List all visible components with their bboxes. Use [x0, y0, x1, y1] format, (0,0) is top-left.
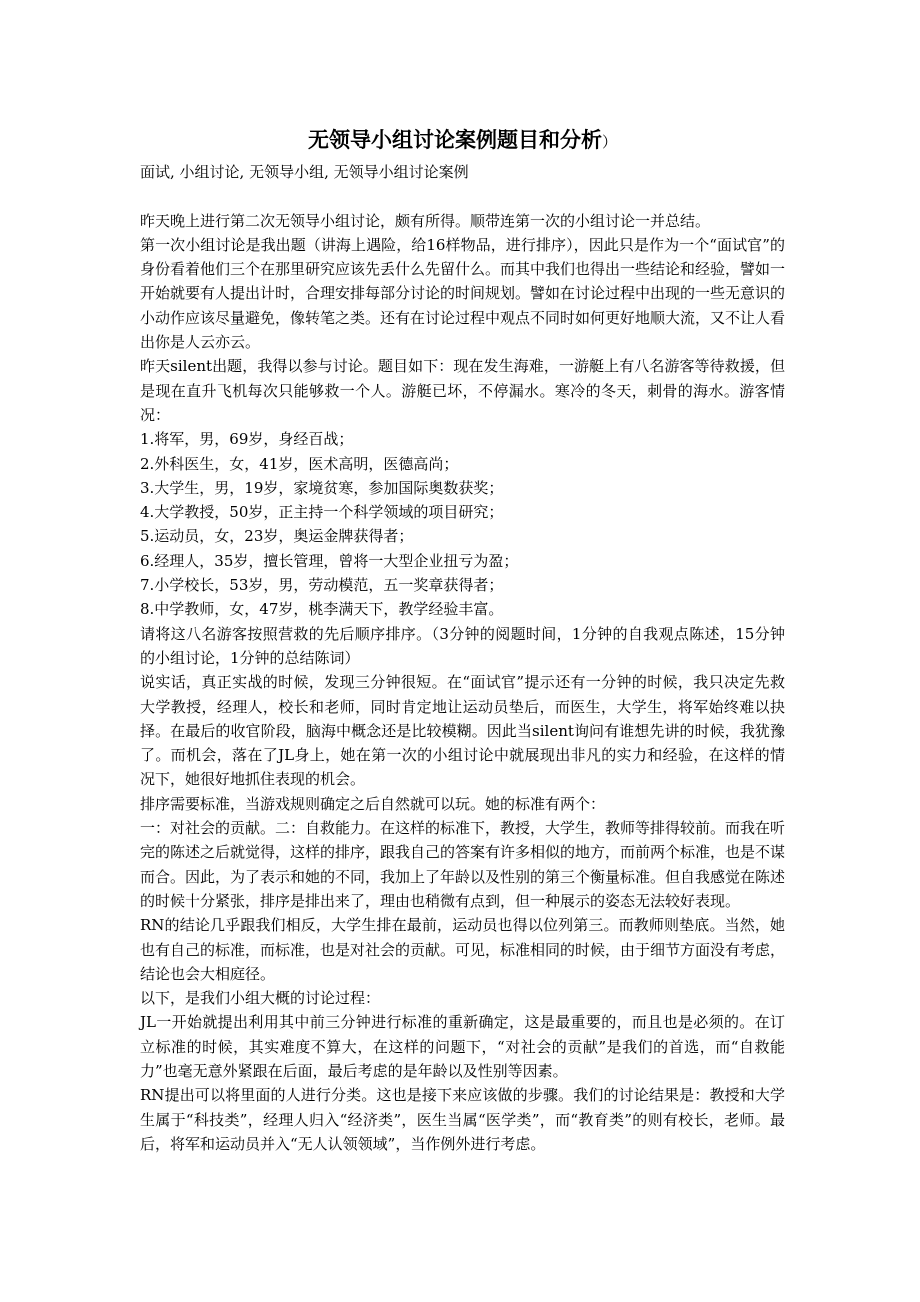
paragraph-rn-classification: RN提出可以将里面的人进行分类。这也是接下来应该做的步骤。我们的讨论结果是：教授和大学生属于“科技类”，经理人归入“经济类”，医生当属“医学类”，而“教育类”的则有校长，老师。最后，将军和运动员并入“无人认领领域”，当作例外进行考虑。: [140, 1086, 785, 1153]
document-body: [140, 209, 785, 1157]
paragraph-standard-details: 一：对社会的贡献。二：自救能力。在这样的标准下，教授，大学生，教师等排得较前。而我在听完的陈述之后就觉得，这样的排序，跟我自己的答案有许多相似的地方，而前两个标准，也是不谋而合。因此，为了表示和她的不同，我加上了年龄以及性别的第三个衡量标准。但自我感觉在陈述的时候十分紧张，排序是排出来了，理由也稍微有点到，但一种展示的姿态无法较好表现。: [140, 819, 786, 910]
paragraph-instructions: 请将这八名游客按照营救的先后顺序排序。（3分钟的阅题时间，1分钟的自我观点陈述，15分钟的小组讨论，1分钟的总结陈词）: [140, 624, 785, 667]
list-item-passenger-2: 2.外科医生，女，41岁，医术高明，医德高尚；: [140, 454, 459, 473]
list-item-passenger-4: 4.大学教授，50岁，正主持一个科学领域的项目研究；: [140, 503, 504, 522]
paragraph-process-heading: 以下，是我们小组大概的讨论过程：: [140, 989, 381, 1008]
paragraph-standards: 排序需要标准，当游戏规则确定之后自然就可以玩。她的标准有两个：: [140, 794, 606, 813]
blank-line: [140, 184, 785, 208]
document-title: [140, 120, 785, 160]
list-item-passenger-3: 3.大学生，男，19岁，家境贫寒，参加国际奥数获奖；: [140, 478, 504, 497]
list-item-passenger-5: 5.运动员，女，23岁，奥运金牌获得者；: [140, 527, 414, 546]
keyword-tags: 面试, 小组讨论, 无领导小组, 无领导小组讨论案例: [140, 163, 469, 181]
list-item-passenger-8: 8.中学教师，女，47岁，桃李满天下，教学经验丰富。: [140, 600, 504, 619]
list-item-passenger-6: 6.经理人，35岁，擅长管理，曾将一大型企业扭亏为盈；: [140, 551, 519, 570]
paragraph-jl-proposal: JL一开始就提出利用其中前三分钟进行标准的重新确定，这是最重要的，而且也是必须的。在订立标准的时候，其实难度不算大，在这样的问题下，“对社会的贡献”是我们的首选，而“自救能力”也毫无意外紧跟在后面，最后考虑的是年龄以及性别等因素。: [140, 1013, 785, 1080]
list-item-passenger-7: 7.小学校长，53岁，男，劳动模范，五一奖章获得者；: [140, 576, 504, 595]
title-suffix: ）: [601, 133, 617, 151]
paragraph-topic: 昨天silent出题，我得以参与讨论。题目如下：现在发生海难，一游艇上有八名游客等待救援，但是现在直升飞机每次只能够救一个人。游艇已坏，不停漏水。寒冷的冬天，刺骨的海水。游客情况：: [140, 357, 785, 424]
paragraph-intro: 昨天晚上进行第二次无领导小组讨论，颇有所得。顺带连第一次的小组讨论一并总结。: [140, 211, 711, 230]
list-item-passenger-1: 1.将军，男，69岁，身经百战；: [140, 430, 354, 449]
paragraph-experience: 说实话，真正实战的时候，发现三分钟很短。在“面试官”提示还有一分钟的时候，我只决定先救大学教授，经理人，校长和老师，同时肯定地让运动员垫后，而医生，大学生，将军始终难以抉择。在最后的收官阶段，脑海中概念还是比较模糊。因此当silent询问有谁想先讲的时候，我犹豫了。而机会，落在了JL身上，她在第一次的小组讨论中就展现出非凡的实力和经验，在这样的情况下，她很好地抓住表现的机会。: [140, 673, 785, 789]
paragraph-first-discussion: 第一次小组讨论是我出题（讲海上遇险，给16样物品，进行排序），因此只是作为一个“面试官”的身份看着他们三个在那里研究应该先丢什么先留什么。而其中我们也得出一些结论和经验，譬如一开始就要有人提出计时，合理安排每部分讨论的时间规划。譬如在讨论过程中出现的一些无意识的小动作应该尽量避免，像转笔之类。还有在讨论过程中观点不同时如何更好地顺大流，又不让人看出你是人云亦云。: [140, 235, 786, 352]
title-text: 无领导小组讨论案例题目和分析: [307, 127, 602, 152]
document-page: [140, 120, 785, 1156]
paragraph-rn-conclusion: RN的结论几乎跟我们相反，大学生排在最前，运动员也得以位列第三。而教师则垫底。当然，她也有自己的标准，而标准，也是对社会的贡献。可见，标准相同的时候，由于细节方面没有考虑，结论也会大相庭径。: [140, 916, 786, 983]
